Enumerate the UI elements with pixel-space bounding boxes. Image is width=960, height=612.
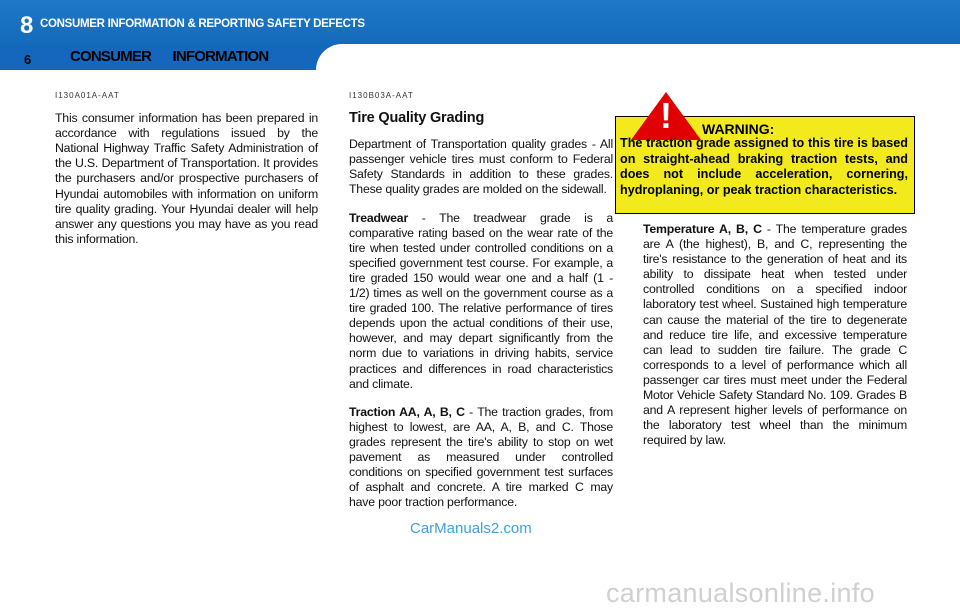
treadwear-term: Treadwear — [349, 210, 409, 225]
intro-column — [55, 88, 318, 260]
chapter-number: 8 — [20, 12, 34, 39]
header-notch — [316, 44, 960, 70]
warning-text: The traction grade assigned to this tire is based on straight-ahead braking traction tests, and does not include acceleration, cornering, hydroplaning, or peak traction characteristics. — [620, 136, 908, 197]
section-code: I130A01A-AAT — [55, 91, 120, 100]
watermark-footer: carmanualsonline.info — [606, 578, 875, 608]
watermark-link: CarManuals2.com — [410, 520, 532, 537]
section-code: I130B03A-AAT — [349, 91, 414, 100]
page-number: 6 — [24, 52, 32, 67]
treadwear-text: - The treadwear grade is a comparative rating based on the wear rate of the tire when tested under controlled conditions on a specified government test course. For example, a tire graded 150 would wear one and a half (1 - 1/2) times as well on the government course as a tire graded 100. The relative performance of tires depends upon the actual conditions of their use, however, and may depart significantly from the norm due to variations in driving habits, service practices and differences in road characteristics and climate. — [349, 210, 613, 391]
traction-text: - The traction grades, from highest to lowest, are AA, A, B, and C. Those grades represent the tire's ability to stop on wet pavement as measured under controlled conditions on specified government test surfaces of asphalt and concrete. A tire marked C may have poor traction performance. — [349, 404, 613, 510]
temperature-text: - The temperature grades are A (the highest), B, and C, representing the tire's resistance to the generation of heat and its ability to dissipate heat when tested under controlled conditions on a specified indoor laboratory test wheel. Sustained high temperature can cause the material of the tire to degenerate and reduce tire life, and excessive temperature can lead to sudden tire failure. The grade C corresponds to a level of performance which all passenger car tires must meet under the Federal Motor Vehicle Safety Standard No. 109. Grades B and A represent higher levels of performance on the laboratory test wheel than the minimum required by law. — [643, 222, 907, 448]
section-title: CONSUMER INFORMATION — [70, 48, 269, 65]
temperature-term: Temperature A, B, C — [643, 222, 762, 236]
traction-paragraph — [349, 405, 613, 511]
exclamation-icon: ! — [660, 95, 672, 136]
warning-label: WARNING: — [702, 121, 775, 137]
traction-term: Traction AA, A, B, C — [349, 404, 465, 419]
chapter-title: CONSUMER INFORMATION & REPORTING SAFETY DEFECTS — [40, 18, 365, 30]
temperature-column — [643, 222, 907, 461]
temperature-paragraph — [643, 222, 907, 448]
tire-grading-heading: Tire Quality Grading — [349, 110, 485, 127]
intro-paragraph: This consumer information has been prepared in accordance with regulations issued by the National Highway Traffic Safety Administration of the U.S. Department of Transportation. It provides the purchasers and/or prospective purchasers of Hyundai automobiles with information on uniform tire quality grading. Your Hyundai dealer will help answer any questions you may have as you read this information. — [55, 111, 318, 246]
header-bar — [0, 0, 960, 40]
tire-grading-column — [349, 88, 613, 523]
treadwear-paragraph — [349, 211, 613, 392]
grading-intro-paragraph: Department of Transportation quality grades - All passenger vehicle tires must conform to Federal Safety Standards in addition to these grades. These quality grades are molded on the sidewall. — [349, 137, 613, 197]
